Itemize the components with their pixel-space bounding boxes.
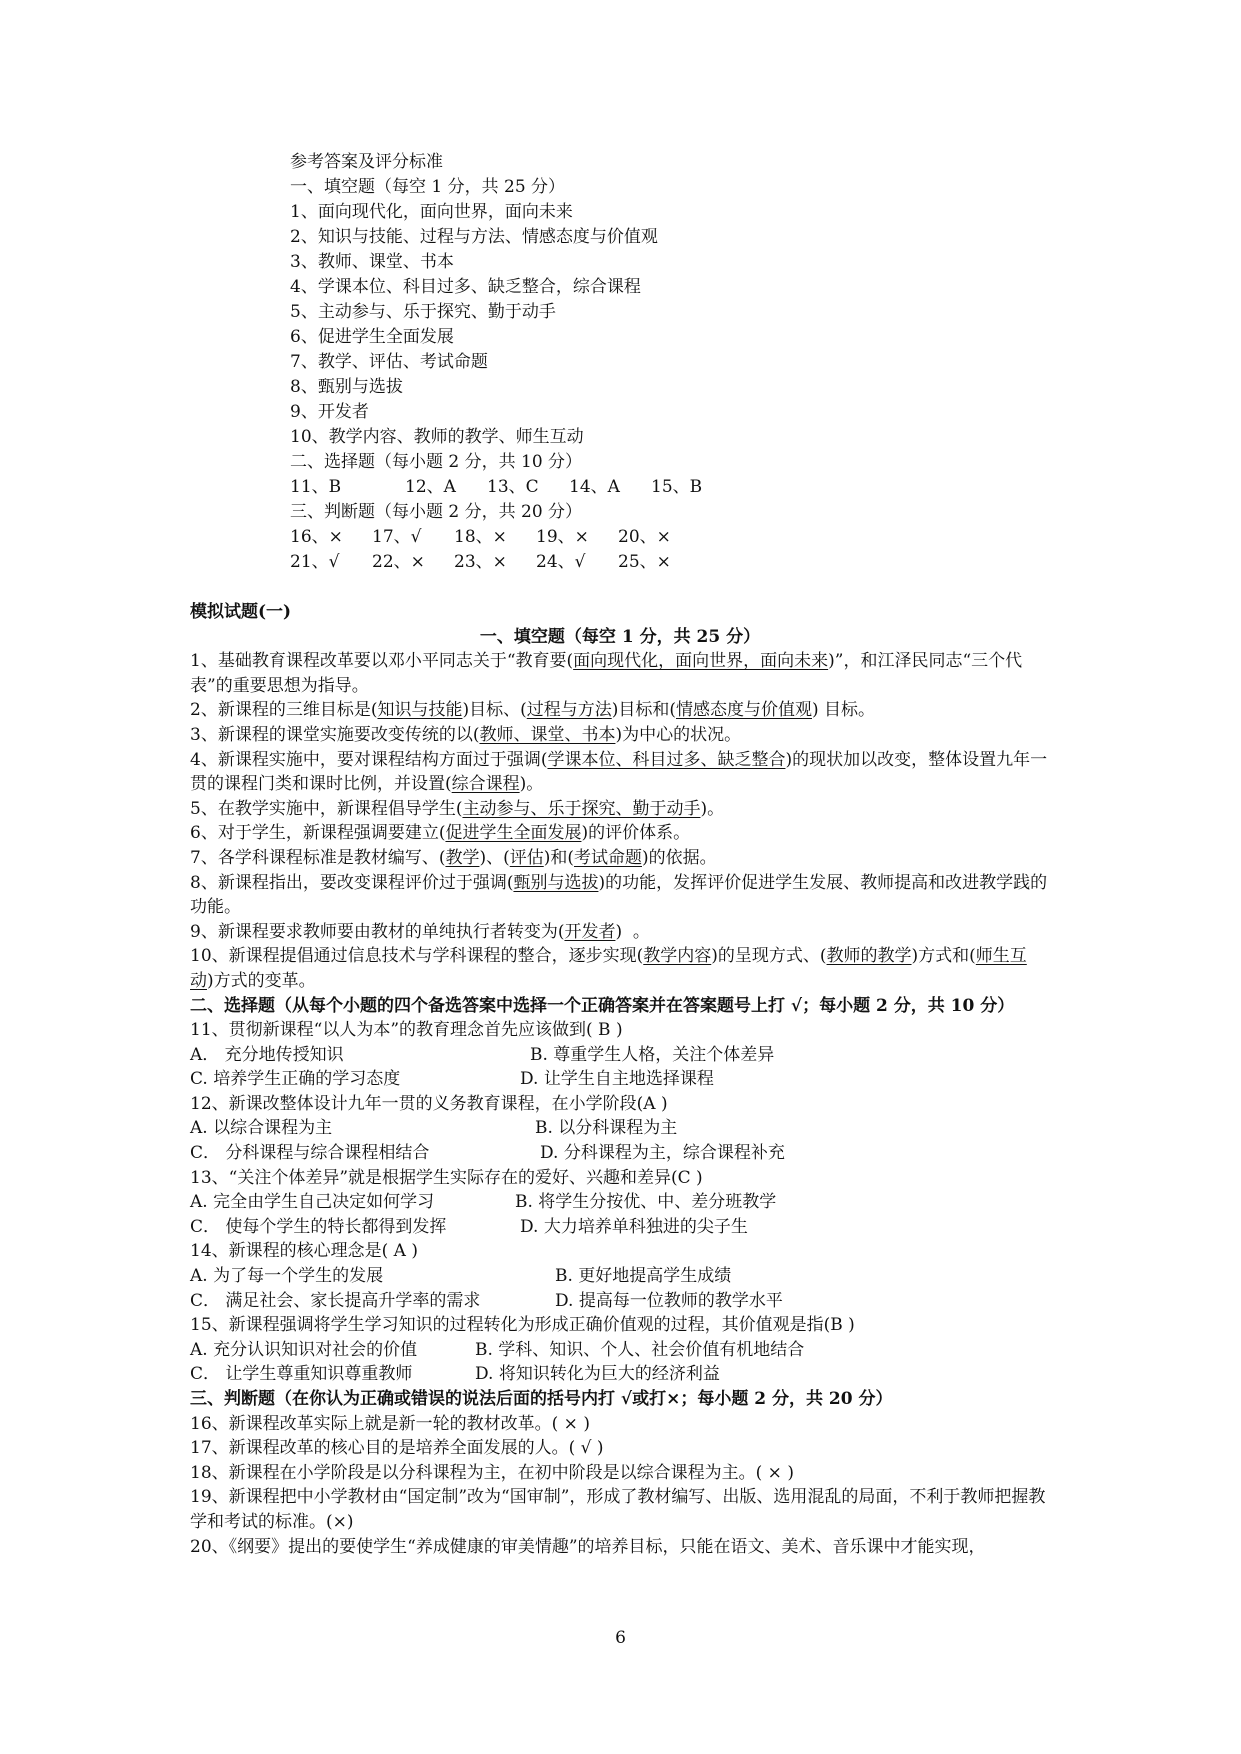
- option-b: B. 将学生分按优、中、差分班教学: [515, 1192, 777, 1213]
- question-6: 6、对于学生，新课程强调要建立(促进学生全面发展)的评价体系。: [190, 823, 691, 844]
- answer-judge-18: 18、×: [454, 527, 507, 547]
- option-a: A. 以综合课程为主: [190, 1118, 333, 1139]
- answer-judge-row-2: [290, 550, 910, 575]
- question-12: 12、新课改整体设计九年一贯的义务教育课程，在小学阶段(A ): [190, 1093, 668, 1114]
- answer-choice-12: 12、A: [405, 477, 456, 497]
- answer-judge-19: 19、×: [536, 527, 589, 547]
- option-c: C． 满足社会、家长提高升学率的需求: [190, 1290, 481, 1311]
- option-d: D. 大力培养单科独进的尖子生: [520, 1216, 748, 1237]
- question-8: 8、新课程指出，要改变课程评价过于强调(甄别与选拔)的功能，发挥评价促进学生发展、教师提高和改进教学践的功能。: [190, 872, 1048, 918]
- option-d: D. 让学生自主地选择课程: [520, 1069, 714, 1090]
- options-11-cd: [190, 1067, 1050, 1092]
- answer-fill-6: 6、促进学生全面发展: [290, 327, 454, 347]
- options-13-ab: [190, 1190, 1050, 1215]
- answer-fill-1: 1、面向现代化，面向世界，面向未来: [290, 202, 573, 222]
- answer-fill-9: 9、开发者: [290, 402, 369, 422]
- question-10: 10、新课程提倡通过信息技术与学科课程的整合，逐步实现(教学内容)的呈现方式、(教师的教学)方式和(师生互动)方式的变革。: [190, 946, 1027, 991]
- page-number: 6: [615, 1628, 626, 1648]
- answer-fill-10: 10、教学内容、教师的教学、师生互动: [290, 427, 584, 447]
- answer-blank: 教学内容: [643, 946, 712, 967]
- answer-blank: 开发者: [564, 921, 616, 942]
- question-15: 15、新课程强调将学生学习知识的过程转化为形成正确价值观的过程，其价值观是指(B ): [190, 1315, 855, 1336]
- answer-title: 参考答案及评分标准: [290, 152, 443, 172]
- answer-choice-11: 11、B: [290, 477, 342, 497]
- option-b: B. 更好地提高学生成绩: [555, 1266, 732, 1287]
- question-1: 1、基础教育课程改革要以邓小平同志关于“教育要(面向现代化，面向世界，面向未来)”，和江泽民同志“三个代表”的重要思想为指导。: [190, 651, 1023, 696]
- answer-fill-7: 7、教学、评估、考试命题: [290, 352, 488, 372]
- option-b: B. 以分科课程为主: [535, 1118, 678, 1139]
- options-14-ab: [190, 1264, 1050, 1289]
- answer-blank: 综合课程: [451, 774, 520, 795]
- question-17: 17、新课程改革的核心目的是培养全面发展的人。( √ ): [190, 1438, 604, 1459]
- answer-blank: 教学: [445, 847, 480, 868]
- answer-judge-17: 17、√: [372, 527, 422, 547]
- option-a: A. 完全由学生自己决定如何学习: [190, 1192, 435, 1213]
- question-20: 20、《纲要》提出的要使学生“养成健康的审美情趣”的培养目标，只能在语文、美术、音乐课中才能实现，: [190, 1536, 986, 1557]
- answer-blank: 评估: [509, 847, 544, 868]
- answer-fill-8: 8、甄别与选拔: [290, 377, 403, 397]
- options-11-ab: [190, 1043, 1050, 1068]
- options-14-cd: [190, 1289, 1050, 1314]
- answer-blank: 情感态度与价值观: [675, 700, 812, 721]
- question-3: 3、新课程的课堂实施要改变传统的以(教师、课堂、书本)为中心的状况。: [190, 724, 742, 745]
- option-b: B. 学科、知识、个人、社会价值有机地结合: [475, 1339, 805, 1360]
- option-a: A. 充分认识知识对社会的价值: [190, 1339, 418, 1360]
- option-c: C. 培养学生正确的学习态度: [190, 1069, 401, 1090]
- answer-blank: 面向现代化，面向世界，面向未来: [573, 651, 829, 672]
- question-13: 13、“关注个体差异”就是根据学生实际存在的爱好、兴趣和差异(C ): [190, 1167, 703, 1188]
- answer-blank: 过程与方法: [526, 700, 612, 721]
- answer-choice-row: [290, 475, 910, 500]
- answer-judge-22: 22、×: [372, 552, 425, 572]
- option-a: A. 为了每一个学生的发展: [190, 1266, 384, 1287]
- answer-blank: 教师的教学: [826, 946, 912, 967]
- question-19: 19、新课程把中小学教材由“国定制”改为“国审制”，形成了教材编写、出版、选用混乱的局面，不利于教师把握教学和考试的标准。(×): [190, 1487, 1046, 1532]
- option-c: C． 让学生尊重知识尊重教师: [190, 1364, 413, 1385]
- option-d: D. 分科课程为主，综合课程补充: [540, 1143, 785, 1164]
- answer-judge-23: 23、×: [454, 552, 507, 572]
- question-16: 16、新课程改革实际上就是新一轮的教材改革。( × ): [190, 1413, 590, 1434]
- question-5: 5、在教学实施中，新课程倡导学生(主动参与、乐于探究、勤于动手)。: [190, 798, 725, 819]
- question-11: 11、贯彻新课程“以人为本”的教育理念首先应该做到( B ): [190, 1020, 623, 1041]
- answer-choice-14: 14、A: [569, 477, 620, 497]
- answer-fill-4: 4、学课本位、科目过多、缺乏整合，综合课程: [290, 277, 641, 297]
- answer-blank: 主动参与、乐于探究、勤于动手: [462, 798, 701, 819]
- answer-fill-5: 5、主动参与、乐于探究、勤于动手: [290, 302, 556, 322]
- answer-blank: 考试命题: [573, 847, 642, 868]
- answer-blank: 学课本位、科目过多、缺乏整合: [547, 749, 786, 770]
- question-4: 4、新课程实施中，要对课程结构方面过于强调(学课本位、科目过多、缺乏整合)的现状加以改变，整体设置九年一贯的课程门类和课时比例，并设置(综合课程)。: [190, 749, 1048, 795]
- question-7: 7、各学科课程标准是教材编写、(教学)、(评估)和(考试命题)的依据。: [190, 847, 717, 868]
- options-12-cd: [190, 1141, 1050, 1166]
- answer-choice-header: 二、选择题（每小题 2 分，共 10 分）: [290, 452, 583, 472]
- option-c: C． 使每个学生的特长都得到发挥: [190, 1216, 447, 1237]
- answer-choice-13: 13、C: [487, 477, 539, 497]
- question-9: 9、新课程要求教师要由教材的单纯执行者转变为(开发者) 。: [190, 921, 650, 942]
- answer-choice-15: 15、B: [651, 477, 703, 497]
- answer-blank: 促进学生全面发展: [445, 823, 582, 844]
- options-13-cd: [190, 1215, 1050, 1240]
- answer-fill-header: 一、填空题（每空 1 分，共 25 分）: [290, 177, 566, 197]
- option-d: D. 提高每一位教师的教学水平: [555, 1290, 783, 1311]
- answer-judge-21: 21、√: [290, 552, 340, 572]
- exam-title: 模拟试题(一): [190, 602, 292, 622]
- options-15-ab: [190, 1338, 1050, 1363]
- answer-blank: 师生互动: [190, 946, 1027, 991]
- exam-judge-header: 三、判断题（在你认为正确或错误的说法后面的括号内打 √或打×；每小题 2 分，共 20 分）: [190, 1389, 893, 1409]
- options-15-cd: [190, 1362, 1050, 1387]
- exam-body: [190, 600, 1050, 1559]
- options-12-ab: [190, 1116, 1050, 1141]
- answer-blank: 教师、课堂、书本: [479, 724, 616, 745]
- question-18: 18、新课程在小学阶段是以分科课程为主，在初中阶段是以综合课程为主。( × ): [190, 1462, 794, 1483]
- option-c: C． 分科课程与综合课程相结合: [190, 1143, 430, 1164]
- question-2: 2、新课程的三维目标是(知识与技能)目标、(过程与方法)目标和(情感态度与价值观) 目标。: [190, 700, 876, 721]
- option-a: A． 充分地传授知识: [190, 1044, 344, 1065]
- option-d: D. 将知识转化为巨大的经济利益: [475, 1364, 720, 1385]
- answer-fill-2: 2、知识与技能、过程与方法、情感态度与价值观: [290, 227, 658, 247]
- answer-judge-header: 三、判断题（每小题 2 分，共 20 分）: [290, 502, 583, 522]
- exam-choice-header: 二、选择题（从每个小题的四个备选答案中选择一个正确答案并在答案题号上打 √；每小题 2 分，共 10 分）: [190, 995, 1015, 1016]
- answer-judge-24: 24、√: [536, 552, 586, 572]
- answer-judge-row-1: [290, 525, 910, 550]
- answer-judge-16: 16、×: [290, 527, 343, 547]
- answer-judge-25: 25、×: [618, 552, 671, 572]
- question-14: 14、新课程的核心理念是( A ): [190, 1241, 418, 1262]
- option-b: B. 尊重学生人格，关注个体差异: [530, 1044, 775, 1065]
- answer-fill-3: 3、教师、课堂、书本: [290, 252, 454, 272]
- answer-key: [290, 150, 910, 575]
- answer-blank: 知识与技能: [377, 700, 463, 721]
- exam-fill-header: 一、填空题（每空 1 分，共 25 分）: [479, 626, 761, 647]
- answer-blank: 甄别与选拔: [513, 872, 599, 893]
- answer-judge-20: 20、×: [618, 527, 671, 547]
